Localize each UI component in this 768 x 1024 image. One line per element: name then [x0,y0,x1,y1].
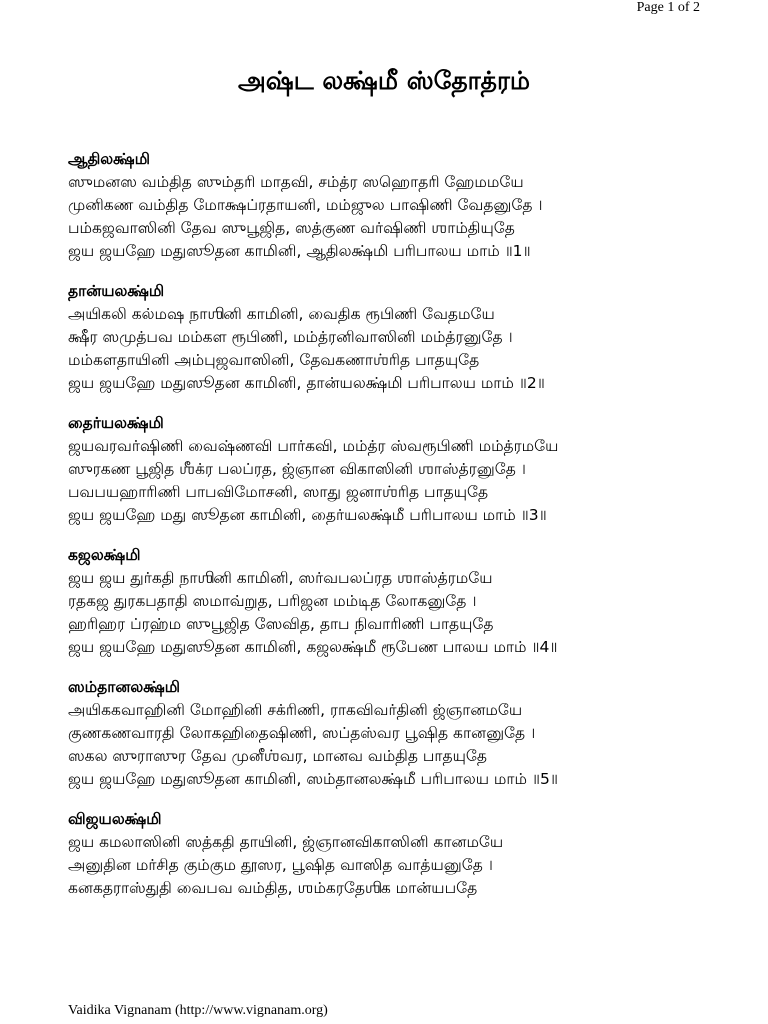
verse-line: ஜய ஜயஹே மது ஸூதன காமினி, தைர்யலக்ஷ்மீ பரிபாலய மாம் ॥3॥ [68,506,547,524]
verse-line: அனுதின மர்சித கும்கும தூஸர, பூஷித வாஸித வாத்யனுதே । [68,856,493,874]
verse-line: ஸுமனஸ வம்தித ஸும்தரி மாதவி, சம்த்ர ஸஹொதரி ஹேமமயே [68,173,524,191]
section-santhanalakshmi [68,676,728,791]
verse-line: குணகணவாரதி லோகஹிதைஷிணி, ஸப்தஸ்வர பூஷித கானனுதே । [68,724,536,742]
verse-line: ஸகல ஸுராஸுர தேவ முனீஶ்வர, மானவ வம்தித பாதயுதே [68,747,488,765]
section-heading: தைர்யலக்ஷ்மி [68,414,164,432]
section-adilakshmi [68,148,728,263]
verse-line: அயிகலி கல்மஷ நாஶினி காமினி, வைதிக ரூபிணி வேதமயே [68,305,495,323]
verse-line: ஜய கமலாஸினி ஸத்கதி தாயினி, ஜ்ஞானவிகாஸினி கானமயே [68,833,504,851]
verse-line: முனிகண வம்தித மோக்ஷப்ரதாயனி, மம்ஜுல பாஷிணி வேதனுதே । [68,196,543,214]
verse-line: பம்கஜவாஸினி தேவ ஸுபூஜித, ஸத்குண வர்ஷிணி ஶாம்தியுதே [68,219,515,237]
verse-line: ஜய ஜய துர்கதி நாஶினி காமினி, ஸர்வபலப்ரத ஶாஸ்த்ரமயே [68,569,493,587]
section-heading: விஜயலக்ஷ்மி [68,810,162,828]
section-heading: தான்யலக்ஷ்மி [68,282,165,300]
verse-line: ஜய ஜயஹே மதுஸூதன காமினி, ஸம்தானலக்ஷ்மீ பரிபாலய மாம் ॥5॥ [68,770,558,788]
section-gajalakshmi [68,544,728,659]
verse-line: ஜய ஜயஹே மதுஸூதன காமினி, ஆதிலக்ஷ்மி பரிபாலய மாம் ॥1॥ [68,242,531,260]
verse-line: ஜய ஜயஹே மதுஸூதன காமினி, கஜலக்ஷ்மீ ரூபேண பாலய மாம் ॥4॥ [68,638,558,656]
section-vijayalakshmi [68,808,728,900]
verse-line: மம்களதாயினி அம்புஜவாஸினி, தேவகணாஶ்ரித பாதயுதே [68,351,480,369]
verse-line: ஹரிஹர ப்ரஹ்ம ஸுபூஜித ஸேவித, தாப நிவாரிணி பாதயுதே [68,615,494,633]
verse-line: ஜயவரவர்ஷிணி வைஷ்ணவி பார்கவி, மம்த்ர ஸ்வரூபிணி மம்த்ரமயே [68,437,559,455]
document-title: அஷ்ட லக்ஷ்மீ ஸ்தோத்ரம் [237,66,531,95]
stotram-sections [68,148,728,917]
verse-line: ஜய ஜயஹே மதுஸூதன காமினி, தான்யலக்ஷ்மி பரிபாலய மாம் ॥2॥ [68,374,545,392]
verse-line: அயிககவாஹினி மோஹினி சக்ரிணி, ராகவிவர்தினி ஜ்ஞானமயே [68,701,523,719]
section-heading: ஸம்தானலக்ஷ்மி [68,678,181,696]
verse-line: பவபயஹாரிணி பாபவிமோசனி, ஸாது ஜனாஶ்ரித பாதயுதே [68,483,489,501]
section-dhanyalakshmi [68,280,728,395]
page-number: Page 1 of 2 [636,0,700,15]
section-dhairyalakshmi [68,412,728,527]
verse-line: க்ஷீர ஸமுத்பவ மம்கள ரூபிணி, மம்த்ரனிவாஸினி மம்த்ரனுதே । [68,328,513,346]
section-heading: கஜலக்ஷ்மி [68,546,141,564]
section-heading: ஆதிலக்ஷ்மி [68,150,150,168]
verse-line: கனகதராஸ்துதி வைபவ வம்தித, ஶம்கரதேஶிக மான்யபதே [68,879,478,897]
footer-source: Vaidika Vignanam (http://www.vignanam.org) [68,1003,328,1018]
verse-line: ஸுரகண பூஜித ஶீக்ர பலப்ரத, ஜ்ஞான விகாஸினி ஶாஸ்த்ரனுதே । [68,460,526,478]
verse-line: ரதகஜ துரகபதாதி ஸமாவ்றுத, பரிஜன மம்டித லோகனுதே । [68,592,477,610]
